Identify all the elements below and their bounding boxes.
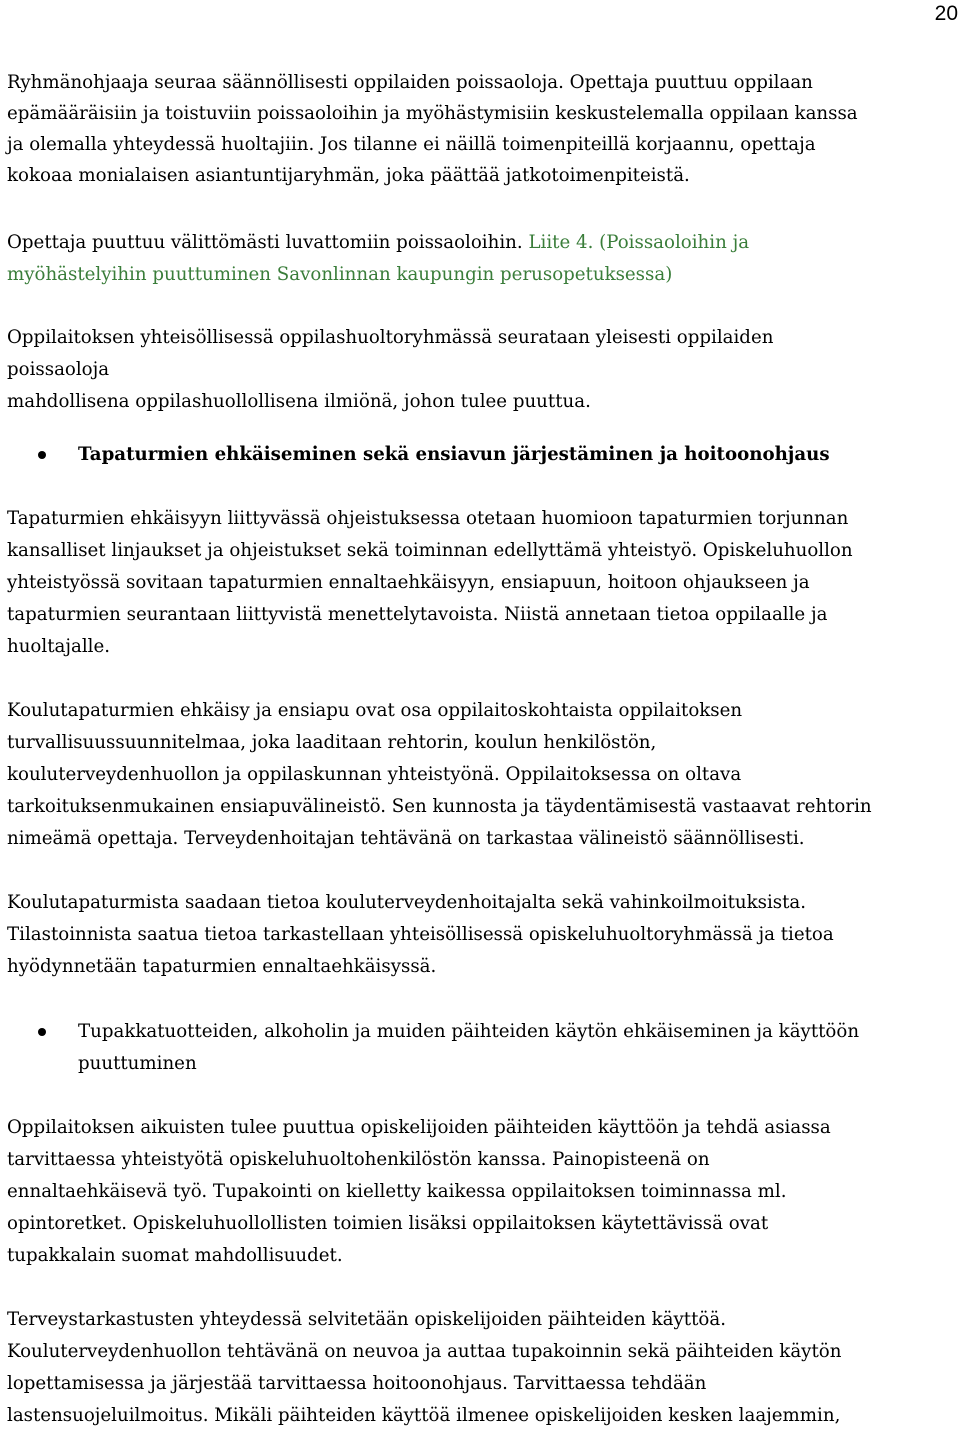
text-line: poissaoloja [7,359,110,380]
text-line: Koulutapaturmien ehkäisy ja ensiapu ovat osa oppilaitoskohtaista oppilaitoksen [7,700,743,721]
paragraph-substance-intervention [7,1112,831,1272]
text-line: Koulutapaturmista saadaan tietoa kouluterveydenhoitajalta sekä vahinkoilmoituksista. [7,892,807,913]
paragraph-absences [7,67,858,191]
bullet-icon [38,1028,46,1036]
text-line: nimeämä opettaja. Terveydenhoitajan tehtävänä on tarkastaa välineistö säännöllisesti. [7,828,805,849]
text-line: epämääräisiin ja toistuviin poissaoloihin ja myöhästymisiin keskustelemalla oppilaan kanssa [7,103,858,124]
text-segment: Opettaja puuttuu välittömästi luvattomiin poissaoloihin. [7,232,529,253]
text-line: tarkoituksenmukainen ensiapuvälineistö. Sen kunnosta ja täydentämisestä vastaavat rehtorin [7,796,872,817]
text-line: kansalliset linjaukset ja ohjeistukset sekä toiminnan edellyttämä yhteistyö. Opiskeluhuollon [7,540,853,561]
paragraph-health-checks [7,1304,841,1432]
section-heading-accidents: Tapaturmien ehkäiseminen sekä ensiavun järjestäminen ja hoitoonohjaus [78,444,830,465]
text-line: tapaturmien seurantaan liittyvistä menettelytavoista. Niistä annetaan tietoa oppilaalle ja [7,604,828,625]
text-line: huoltajalle. [7,636,111,657]
text-line: Oppilaitoksen aikuisten tulee puuttua opiskelijoiden päihteiden käyttöön ja tehdä asiassa [7,1117,831,1138]
text-line: yhteistyössä sovitaan tapaturmien ennaltaehkäisyyn, ensiapuun, hoitoon ohjaukseen ja [7,572,810,593]
text-line: lopettamisessa ja järjestää tarvittaessa hoitoonohjaus. Tarvittaessa tehdään [7,1373,707,1394]
text-line [7,227,749,259]
appendix-link[interactable]: Liite 4. (Poissaoloihin ja [528,232,750,253]
text-line: Tilastoinnista saatua tietoa tarkastellaan yhteisöllisessä opiskeluhuoltoryhmässä ja tietoa [7,924,834,945]
text-line: hyödynnetään tapaturmien ennaltaehkäisyssä. [7,956,437,977]
text-line: tarvittaessa yhteistyötä opiskeluhuoltohenkilöstön kanssa. Painopisteenä on [7,1149,710,1170]
paragraph-accident-prevention [7,503,853,663]
text-line: Ryhmänohjaaja seuraa säännöllisesti oppilaiden poissaoloja. Opettaja puuttuu oppilaan [7,72,813,93]
text-line: Tapaturmien ehkäisyyn liittyvässä ohjeistuksessa otetaan huomioon tapaturmien torjunnan [7,508,849,529]
text-line: kokoaa monialaisen asiantuntijaryhmän, joka päättää jatkotoimenpiteistä. [7,165,690,186]
text-line: ja olemalla yhteydessä huoltajiin. Jos tilanne ei näillä toimenpiteillä korjaannu, opettaja [7,134,816,155]
text-line: opintoretket. Opiskeluhuollollisten toimien lisäksi oppilaitoksen käytettävissä ovat [7,1213,769,1234]
text-line: mahdollisena oppilashuollollisena ilmiönä, johon tulee puuttua. [7,391,591,412]
text-line: kouluterveydenhuollon ja oppilaskunnan yhteistyönä. Oppilaitoksessa on oltava [7,764,742,785]
paragraph-unauthorized-absences [7,227,749,291]
text-line: turvallisuussuunnitelmaa, joka laaditaan rehtorin, koulun henkilöstön, [7,732,657,753]
text-line: puuttuminen [78,1053,197,1074]
text-line: Terveystarkastusten yhteydessä selvitetään opiskelijoiden päihteiden käyttöä. [7,1309,726,1330]
paragraph-community-monitoring [7,322,773,418]
paragraph-first-aid [7,695,872,855]
section-heading-substances [78,1016,859,1080]
text-line: Tupakkatuotteiden, alkoholin ja muiden päihteiden käytön ehkäiseminen ja käyttöön [78,1021,860,1042]
bullet-icon [38,451,46,459]
text-line: tupakkalain suomat mahdollisuudet. [7,1245,343,1266]
text-line: ennaltaehkäisevä työ. Tupakointi on kielletty kaikessa oppilaitoksen toiminnassa ml. [7,1181,787,1202]
text-line: Kouluterveydenhuollon tehtävänä on neuvoa ja auttaa tupakoinnin sekä päihteiden käytön [7,1341,842,1362]
appendix-link-continued[interactable]: myöhästelyihin puuttuminen Savonlinnan kaupungin perusopetuksessa) [7,264,673,285]
page-number: 20 [934,2,958,25]
text-line: Oppilaitoksen yhteisöllisessä oppilashuoltoryhmässä seurataan yleisesti oppilaiden [7,327,774,348]
text-line: lastensuojeluilmoitus. Mikäli päihteiden käyttöä ilmenee opiskelijoiden kesken laajemmin, [7,1405,841,1426]
paragraph-accident-statistics [7,887,834,983]
